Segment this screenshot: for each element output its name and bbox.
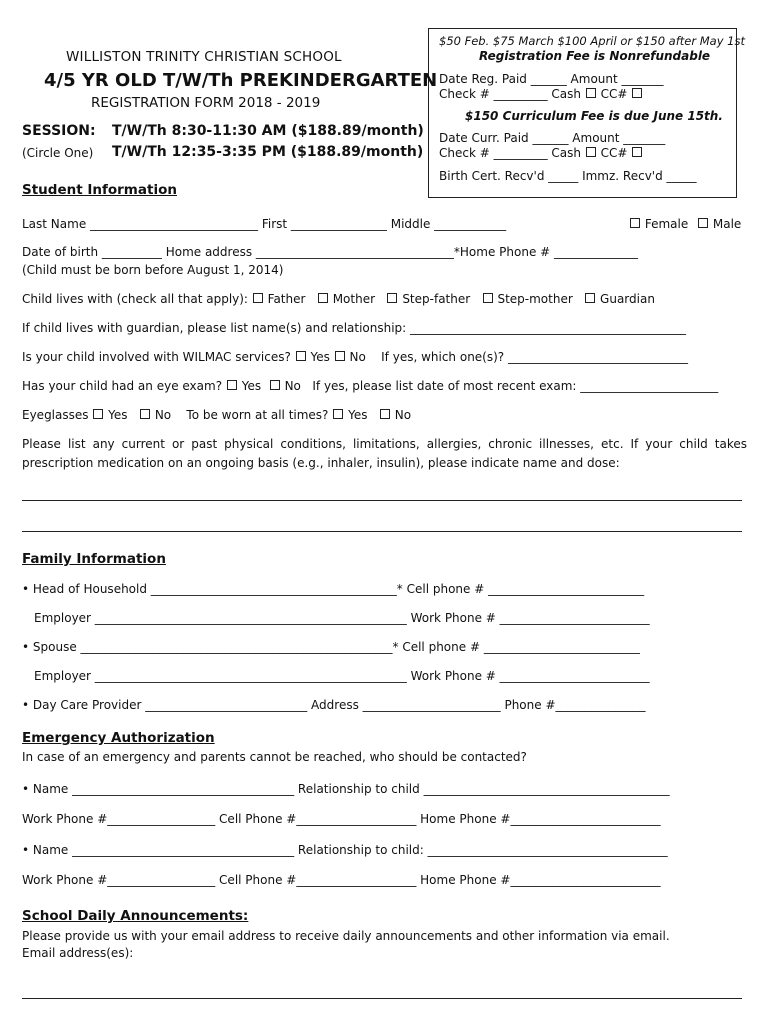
no-label: No xyxy=(284,379,301,393)
worn-yes-checkbox-icon[interactable] xyxy=(333,409,343,419)
gender-options xyxy=(629,217,741,231)
announcements-instructions: Please provide us with your email address to receive daily announcements and other information via email. xyxy=(22,929,670,943)
wilmac-no-checkbox-icon[interactable] xyxy=(335,351,345,361)
eye-no-checkbox-icon[interactable] xyxy=(270,380,280,390)
employer-field-2[interactable]: Employer ____________________________________________________ Work Phone # _________________________ xyxy=(34,669,650,683)
employer-field-1[interactable]: Employer ____________________________________________________ Work Phone # _________________________ xyxy=(34,611,650,625)
cash-checkbox-icon[interactable] xyxy=(586,147,596,157)
cc-label: CC# xyxy=(600,146,628,160)
emergency-intro: In case of an emergency and parents cannot be reached, who should be contacted? xyxy=(22,750,527,764)
cash-checkbox-icon[interactable] xyxy=(586,88,596,98)
female-checkbox-icon[interactable] xyxy=(630,218,640,228)
medical-conditions-prompt: Please list any current or past physical conditions, limitations, allergies, chronic illnesses, etc. If your child takes prescription medication on an ongoing basis (e.g., inhaler, insulin), please indicate name and dose: xyxy=(22,437,747,470)
emergency-contact-2-phones[interactable]: Work Phone #__________________ Cell Phone #____________________ Home Phone #_________________________ xyxy=(22,873,661,887)
wilmac-row xyxy=(22,350,688,364)
stepfather-label: Step-father xyxy=(402,292,471,306)
yes-label: Yes xyxy=(241,379,262,393)
guardian-names-field[interactable]: If child lives with guardian, please list name(s) and relationship: ______________________________________________ xyxy=(22,321,687,335)
eye-yes-checkbox-icon[interactable] xyxy=(227,380,237,390)
session-option-afternoon[interactable]: T/W/Th 12:35-3:35 PM ($188.89/month) xyxy=(112,144,424,160)
male-checkbox-icon[interactable] xyxy=(698,218,708,228)
male-label: Male xyxy=(712,217,742,231)
cc-checkbox-icon[interactable] xyxy=(632,147,642,157)
wilmac-yes-checkbox-icon[interactable] xyxy=(296,351,306,361)
medical-answer-line-1[interactable] xyxy=(22,500,742,501)
office-use-fee-box xyxy=(428,28,745,198)
cc-checkbox-icon[interactable] xyxy=(632,88,642,98)
eye-exam-question: Has your child had an eye exam? xyxy=(22,379,223,393)
session-label: SESSION: xyxy=(22,123,96,139)
dob-address-phone-fields[interactable]: Date of birth __________ Home address _________________________________*Home Phone # ______________ xyxy=(22,245,639,259)
worn-question: To be worn at all times? xyxy=(186,408,329,422)
student-name-fields[interactable]: Last Name ____________________________ First ________________ Middle ____________ xyxy=(22,217,507,231)
check-cash-row-2 xyxy=(439,146,643,160)
no-label: No xyxy=(349,350,366,364)
yes-label: Yes xyxy=(348,408,368,422)
student-info-heading: Student Information xyxy=(22,182,177,198)
form-title: REGISTRATION FORM 2018 - 2019 xyxy=(91,95,321,111)
circle-one-note: (Circle One) xyxy=(22,146,94,160)
mother-checkbox-icon[interactable] xyxy=(318,293,328,303)
session-option-morning[interactable]: T/W/Th 8:30-11:30 AM ($188.89/month) xyxy=(112,123,424,139)
worn-no-checkbox-icon[interactable] xyxy=(380,409,390,419)
nonrefundable-note: Registration Fee is Nonrefundable xyxy=(479,49,711,63)
no-label: No xyxy=(394,408,412,422)
father-checkbox-icon[interactable] xyxy=(253,293,263,303)
emergency-heading: Emergency Authorization xyxy=(22,730,215,746)
curriculum-fee-note: $150 Curriculum Fee is due June 15th. xyxy=(465,109,723,123)
mother-label: Mother xyxy=(332,292,376,306)
date-reg-paid-field[interactable]: Date Reg. Paid ______ Amount _______ xyxy=(439,72,664,86)
guardian-checkbox-icon[interactable] xyxy=(585,293,595,303)
wilmac-question: Is your child involved with WILMAC services? xyxy=(22,350,291,364)
spouse-field[interactable]: • Spouse ____________________________________________________* Cell phone # __________________________ xyxy=(22,640,640,654)
guardian-label: Guardian xyxy=(600,292,655,306)
eyeglasses-label: Eyeglasses xyxy=(22,408,89,422)
eye-exam-date-field[interactable]: If yes, please list date of most recent exam: _______________________ xyxy=(312,379,719,393)
eyeglasses-row xyxy=(22,408,411,422)
emergency-contact-1-phones[interactable]: Work Phone #__________________ Cell Phone #____________________ Home Phone #_________________________ xyxy=(22,812,661,826)
lives-with-label: Child lives with (check all that apply): xyxy=(22,292,248,306)
stepfather-checkbox-icon[interactable] xyxy=(387,293,397,303)
birth-cert-field[interactable]: Birth Cert. Recv'd _____ Immz. Recv'd _____ xyxy=(439,169,697,183)
check-cash-label: Check # _________ Cash xyxy=(439,87,582,101)
yes-label: Yes xyxy=(108,408,128,422)
school-name: WILLISTON TRINITY CHRISTIAN SCHOOL xyxy=(66,49,342,65)
emergency-contact-1-name[interactable]: • Name _____________________________________ Relationship to child _________________________________________ xyxy=(22,782,670,796)
wilmac-which-field[interactable]: If yes, which one(s)? ______________________________ xyxy=(381,350,688,364)
stepmother-label: Step-mother xyxy=(497,292,573,306)
yes-label: Yes xyxy=(310,350,330,364)
check-cash-row-1 xyxy=(439,87,643,101)
program-title: 4/5 YR OLD T/W/Th PREKINDERGARTEN xyxy=(44,70,438,91)
father-label: Father xyxy=(267,292,306,306)
emergency-contact-2-name[interactable]: • Name _____________________________________ Relationship to child: ________________________________________ xyxy=(22,843,668,857)
eyeglasses-no-checkbox-icon[interactable] xyxy=(140,409,150,419)
day-care-provider-field[interactable]: • Day Care Provider ___________________________ Address _______________________ Phone #_______________ xyxy=(22,698,646,712)
eye-exam-row xyxy=(22,379,718,393)
medical-answer-line-2[interactable] xyxy=(22,531,742,532)
eyeglasses-yes-checkbox-icon[interactable] xyxy=(93,409,103,419)
check-cash-label: Check # _________ Cash xyxy=(439,146,582,160)
head-of-household-field[interactable]: • Head of Household _________________________________________* Cell phone # __________________________ xyxy=(22,582,645,596)
cc-label: CC# xyxy=(600,87,628,101)
email-label: Email address(es): xyxy=(22,946,134,960)
date-curr-paid-field[interactable]: Date Curr. Paid ______ Amount _______ xyxy=(439,131,666,145)
female-label: Female xyxy=(644,217,689,231)
family-info-heading: Family Information xyxy=(22,551,166,567)
email-answer-line[interactable] xyxy=(22,998,742,999)
announcements-heading: School Daily Announcements: xyxy=(22,908,249,924)
lives-with-row xyxy=(22,292,655,306)
born-before-note: (Child must be born before August 1, 2014) xyxy=(22,263,284,277)
fee-schedule: $50 Feb. $75 March $100 April or $150 after May 1st xyxy=(439,34,745,48)
stepmother-checkbox-icon[interactable] xyxy=(483,293,493,303)
no-label: No xyxy=(154,408,172,422)
